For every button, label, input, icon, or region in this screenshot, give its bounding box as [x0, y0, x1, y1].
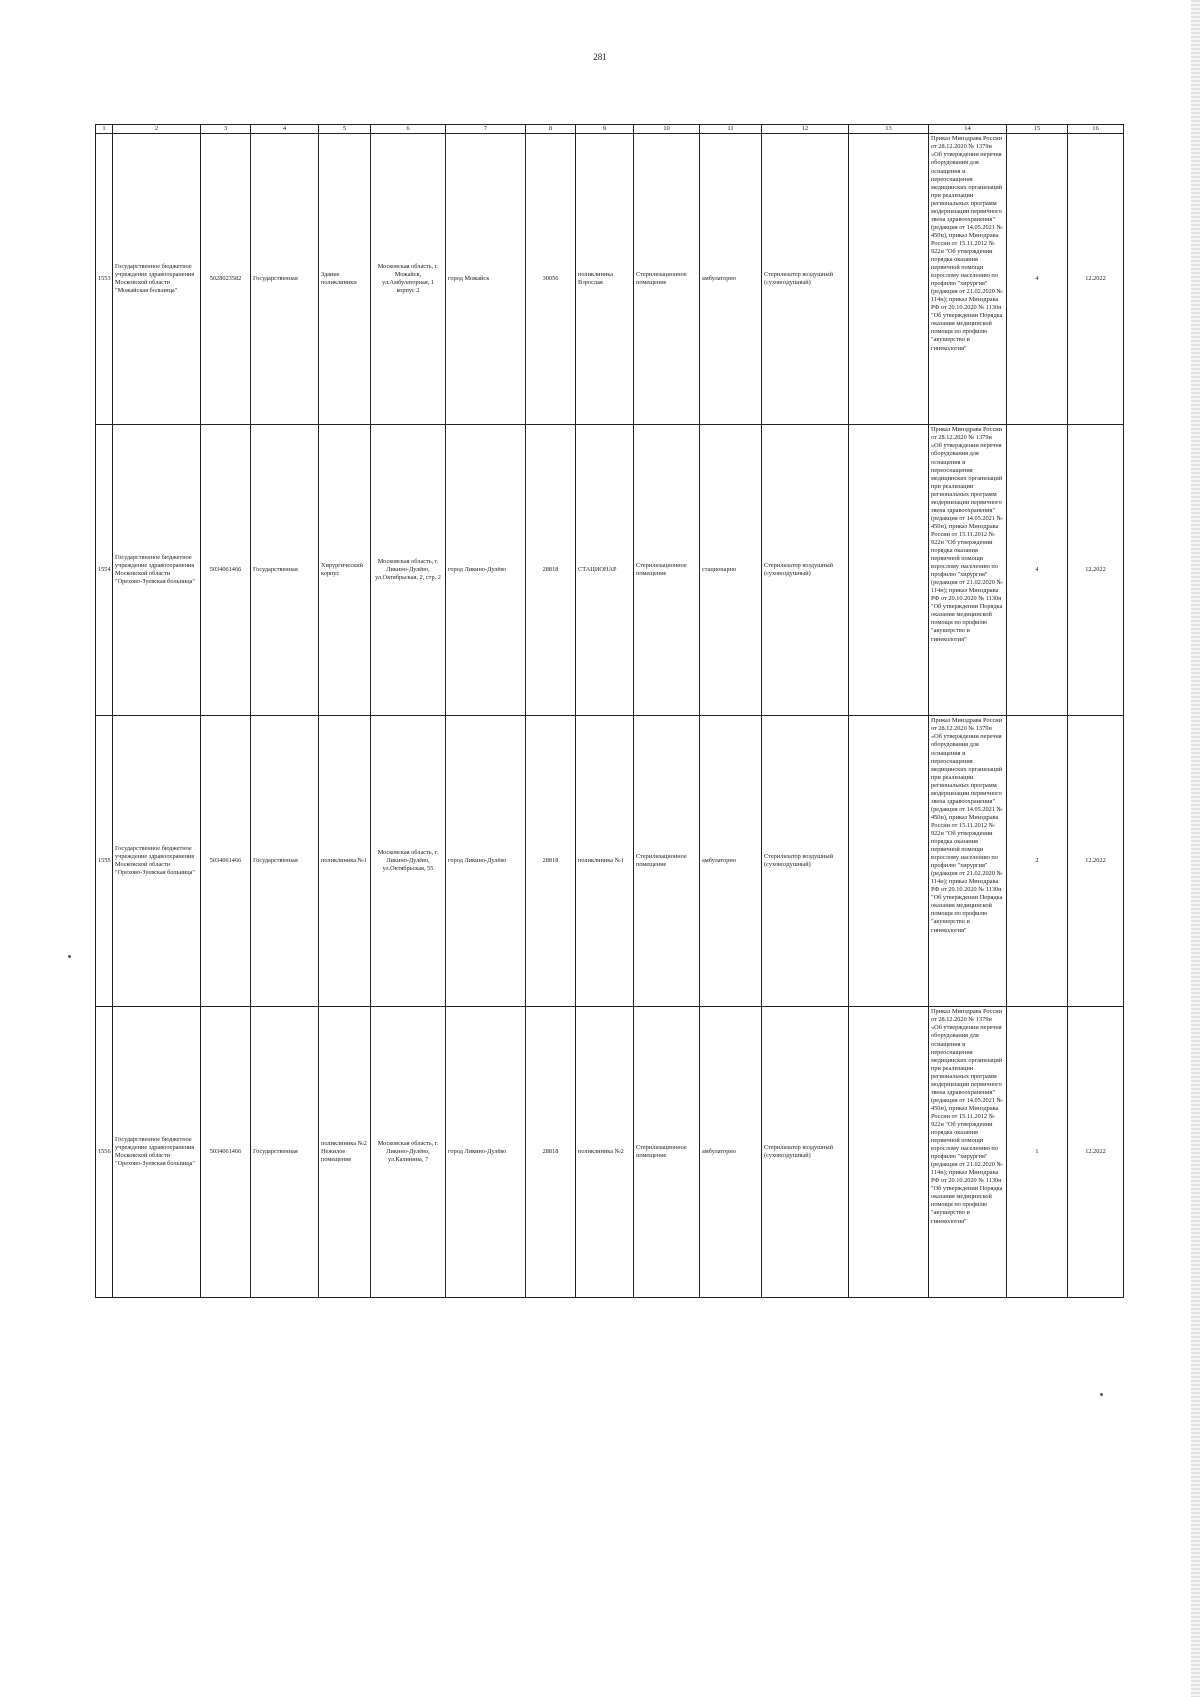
column-13-cell: [849, 716, 929, 1007]
address: Московская область, г. Ликино-Дулёво, ул.Калинина, 7: [371, 1007, 446, 1298]
table-row: [96, 1007, 1124, 1298]
column-number: 13: [849, 125, 929, 134]
subdivision: поликлиника №2: [576, 1007, 634, 1298]
locality: город Можайск: [446, 134, 526, 425]
column-number: 16: [1068, 125, 1124, 134]
locality: город Ликино-Дулёво: [446, 1007, 526, 1298]
legal-basis-cell: [929, 134, 1007, 425]
column-number: 4: [251, 125, 319, 134]
legal-basis: Приказ Минздрава России от 28.12.2020 № 1379н «Об утверждении перечня оборудования для оснащения и переоснащения медицинских организаций при реализации региональных программ модернизации первичного звена здравоохранения"(редакция от 14.05.2021 № 450н), приказ Минздрава России от 15.11.2012 № 922н "Об утверждении порядка оказания первичной помощи взрослому населению по профилю "хирургия" (редакция от 21.02.2020 № 114н); приказ Минздрава РФ от 20.10.2020 № 1130н "Об утверждении Порядка оказания медицинской помощи по профилю "акушерство и гинекология": [931, 1008, 1003, 1225]
registry-table: [95, 124, 1124, 1298]
care-conditions: стационарно: [700, 425, 762, 716]
column-number: 1: [96, 125, 113, 134]
legal-basis: Приказ Минздрава России от 28.12.2020 № 1379н «Об утверждении перечня оборудования для оснащения и переоснащения медицинских организаций при реализации региональных программ модернизации первичного звена здравоохранения"(редакция от 14.05.2021 № 450н), приказ Минздрава России от 15.11.2012 № 922н "Об утверждении порядка оказания первичной помощи взрослому населению по профилю "хирургия" (редакция от 21.02.2020 № 114н); приказ Минздрава РФ от 20.10.2020 № 1130н "Об утверждении Порядка оказания медицинской помощи по профилю "акушерство и гинекология": [931, 135, 1003, 352]
ownership-form: Государственная: [251, 134, 319, 425]
column-13-cell: [849, 134, 929, 425]
table-row: [96, 716, 1124, 1007]
address: Московская область, г. Ликино-Дулёво, ул.Октябрьская, 55: [371, 716, 446, 1007]
column-number-row: [96, 125, 1124, 134]
building: Хирургический корпус: [319, 425, 371, 716]
column-number: 9: [576, 125, 634, 134]
ownership-form: Государственная: [251, 1007, 319, 1298]
room: Стерилизационное помещение: [634, 1007, 700, 1298]
legal-basis-cell: [929, 1007, 1007, 1298]
address: Московская область, г. Можайск, ул.Амбулаторная, 1 корпус 2: [371, 134, 446, 425]
equipment-name: Стерилизатор воздушный (суховоздушный): [762, 425, 849, 716]
subdivision: поликлиника Взрослая: [576, 134, 634, 425]
column-13-cell: [849, 425, 929, 716]
legal-basis-cell: [929, 716, 1007, 1007]
locality: город Ликино-Дулёво: [446, 716, 526, 1007]
organization-name: Государственное бюджетное учреждение здравоохранения Московской области "Можайская больница": [113, 134, 201, 425]
column-number: 6: [371, 125, 446, 134]
equipment-name: Стерилизатор воздушный (суховоздушный): [762, 1007, 849, 1298]
locality-code: 28818: [526, 1007, 576, 1298]
scan-speck: [1100, 1393, 1103, 1396]
column-number: 10: [634, 125, 700, 134]
quantity: 1: [1007, 1007, 1068, 1298]
column-number: 2: [113, 125, 201, 134]
column-number: 5: [319, 125, 371, 134]
care-conditions: амбулаторно: [700, 1007, 762, 1298]
inn: 5034061466: [201, 425, 251, 716]
room: Стерилизационное помещение: [634, 425, 700, 716]
ownership-form: Государственная: [251, 425, 319, 716]
building: Здание поликлиники: [319, 134, 371, 425]
delivery-date: 12.2022: [1068, 716, 1124, 1007]
care-conditions: амбулаторно: [700, 716, 762, 1007]
column-number: 14: [929, 125, 1007, 134]
column-number: 12: [762, 125, 849, 134]
inn: 5034061466: [201, 716, 251, 1007]
ownership-form: Государственная: [251, 716, 319, 1007]
organization-name: Государственное бюджетное учреждение здравоохранения Московской области "Орехово-Зуевская больница": [113, 1007, 201, 1298]
row-number: 1556: [96, 1007, 113, 1298]
delivery-date: 12.2022: [1068, 425, 1124, 716]
table-row: [96, 425, 1124, 716]
column-number: 3: [201, 125, 251, 134]
address: Московская область, г. Ликино-Дулёво, ул.Октябрьская, 2, стр. 2: [371, 425, 446, 716]
locality-code: 28818: [526, 716, 576, 1007]
room: Стерилизационное помещение: [634, 716, 700, 1007]
building: поликлиника №2 Нежилое помещение: [319, 1007, 371, 1298]
quantity: 4: [1007, 134, 1068, 425]
table-row: [96, 134, 1124, 425]
page-number: 281: [593, 52, 607, 62]
quantity: 4: [1007, 425, 1068, 716]
equipment-name: Стерилизатор воздушный (суховоздушный): [762, 134, 849, 425]
scan-edge: [1191, 0, 1200, 1697]
row-number: 1555: [96, 716, 113, 1007]
care-conditions: амбулаторно: [700, 134, 762, 425]
quantity: 2: [1007, 716, 1068, 1007]
room: Стерилизационное помещение: [634, 134, 700, 425]
organization-name: Государственное бюджетное учреждение здравоохранения Московской области "Орехово-Зуевская больница": [113, 425, 201, 716]
column-number: 8: [526, 125, 576, 134]
legal-basis: Приказ Минздрава России от 28.12.2020 № 1379н «Об утверждении перечня оборудования для оснащения и переоснащения медицинских организаций при реализации региональных программ модернизации первичного звена здравоохранения"(редакция от 14.05.2021 № 450н), приказ Минздрава России от 15.11.2012 № 922н "Об утверждении порядка оказания первичной помощи взрослому населению по профилю "хирургия" (редакция от 21.02.2020 № 114н); приказ Минздрава РФ от 20.10.2020 № 1130н "Об утверждении Порядка оказания медицинской помощи по профилю "акушерство и гинекология": [931, 717, 1003, 934]
delivery-date: 12.2022: [1068, 134, 1124, 425]
subdivision: СТАЦИОНАР: [576, 425, 634, 716]
column-number: 11: [700, 125, 762, 134]
locality-code: 30056: [526, 134, 576, 425]
legal-basis: Приказ Минздрава России от 28.12.2020 № 1379н «Об утверждении перечня оборудования для оснащения и переоснащения медицинских организаций при реализации региональных программ модернизации первичного звена здравоохранения"(редакция от 14.05.2021 № 450н), приказ Минздрава России от 15.11.2012 № 922н "Об утверждении порядка оказания первичной помощи взрослому населению по профилю "хирургия" (редакция от 21.02.2020 № 114н); приказ Минздрава РФ от 20.10.2020 № 1130н "Об утверждении Порядка оказания медицинской помощи по профилю "акушерство и гинекология": [931, 426, 1003, 643]
column-number: 7: [446, 125, 526, 134]
organization-name: Государственное бюджетное учреждение здравоохранения Московской области "Орехово-Зуевская больница": [113, 716, 201, 1007]
inn: 5028023582: [201, 134, 251, 425]
building: поликлиника №1: [319, 716, 371, 1007]
legal-basis-cell: [929, 425, 1007, 716]
column-13-cell: [849, 1007, 929, 1298]
locality: город Ликино-Дулёво: [446, 425, 526, 716]
inn: 5034061466: [201, 1007, 251, 1298]
row-number: 1554: [96, 425, 113, 716]
column-number: 15: [1007, 125, 1068, 134]
locality-code: 28818: [526, 425, 576, 716]
row-number: 1553: [96, 134, 113, 425]
scan-speck: [68, 955, 71, 958]
equipment-name: Стерилизатор воздушный (суховоздушный): [762, 716, 849, 1007]
delivery-date: 12.2022: [1068, 1007, 1124, 1298]
subdivision: поликлиника №1: [576, 716, 634, 1007]
